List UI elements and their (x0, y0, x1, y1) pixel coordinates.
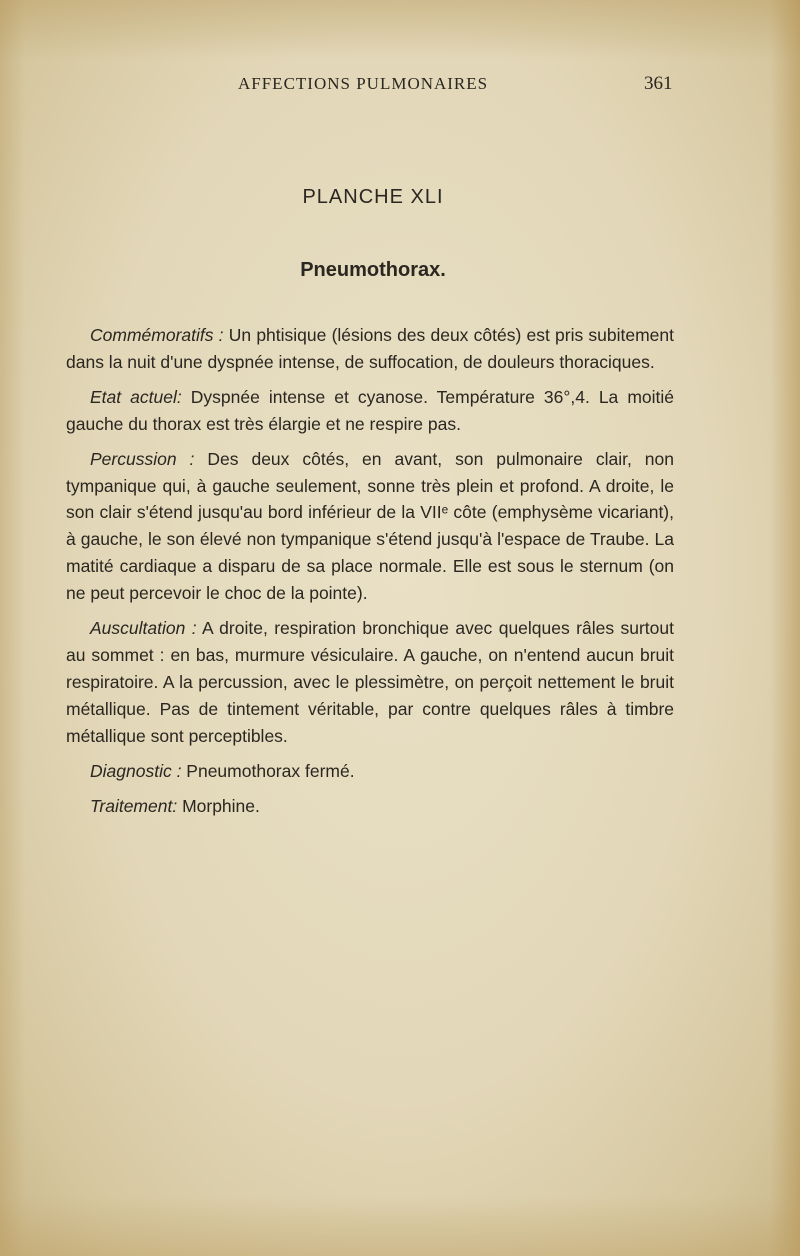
paragraph-lead: Auscultation : (90, 618, 197, 639)
paragraph-traitement (66, 793, 674, 820)
running-head: AFFECTIONS PULMONAIRES (238, 74, 489, 93)
page-edge-bottom (0, 1196, 800, 1256)
paragraph-text: Dyspnée intense et cyanose. Température 36°,4. La moitié gauche du thorax est très élargie et ne respire pas. (66, 386, 674, 434)
paragraph-lead: Percussion : (90, 448, 195, 469)
paragraph-auscultation (66, 615, 674, 750)
paragraph-text: Un phtisique (lésions des deux côtés) est pris subitement dans la nuit d'une dyspnée intense, de suffocation, de douleurs thoraciques. (66, 325, 675, 372)
page-number: 361 (644, 73, 673, 94)
paragraph-lead: Commémoratifs : (90, 325, 224, 345)
paragraph-etat-actuel (66, 384, 674, 438)
body-text (66, 322, 674, 827)
paragraph-lead: Diagnostic : (90, 760, 182, 781)
paragraph-text: A droite, respiration bronchique avec quelques râles surtout au sommet : en bas, murmure vésiculaire. A gauche, on n'entend aucun bruit respiratoire. A la percussion, avec le plessimètre, on perçoit nettement le bruit métallique. Pas de tintement véritable, par contre quelques râles à timbre métallique sont perceptibles. (66, 618, 674, 746)
paragraph-diagnostic (66, 758, 674, 785)
paragraph-lead: Traitement: (90, 795, 178, 816)
page-edge-right (770, 0, 800, 1256)
paragraph-commemoratifs (66, 322, 674, 376)
paragraph-text: Pneumothorax fermé. (181, 760, 355, 781)
paragraph-percussion (66, 446, 674, 607)
paragraph-lead: Etat actuel: (90, 386, 182, 407)
page-edge-top (0, 0, 800, 60)
plate-title: PLANCHE XLI (302, 186, 444, 208)
paragraph-text: Des deux côtés, en avant, son pulmonaire clair, non tympanique qui, à gauche seulement, sonne très plein et profond. A droite, le son clair s'étend jusqu'au bord inférieur de la VIIᵉ côte (emphysème vicariant), à gauche, le son élevé non tympanique s'étend jusqu'à l'espace de Traube. La matité cardiaque a disparu de sa place normale. Elle est sous le sternum (on ne peut percevoir le choc de la pointe). (66, 448, 674, 604)
section-title: Pneumothorax. (300, 259, 446, 281)
paragraph-text: Morphine. (177, 795, 260, 816)
